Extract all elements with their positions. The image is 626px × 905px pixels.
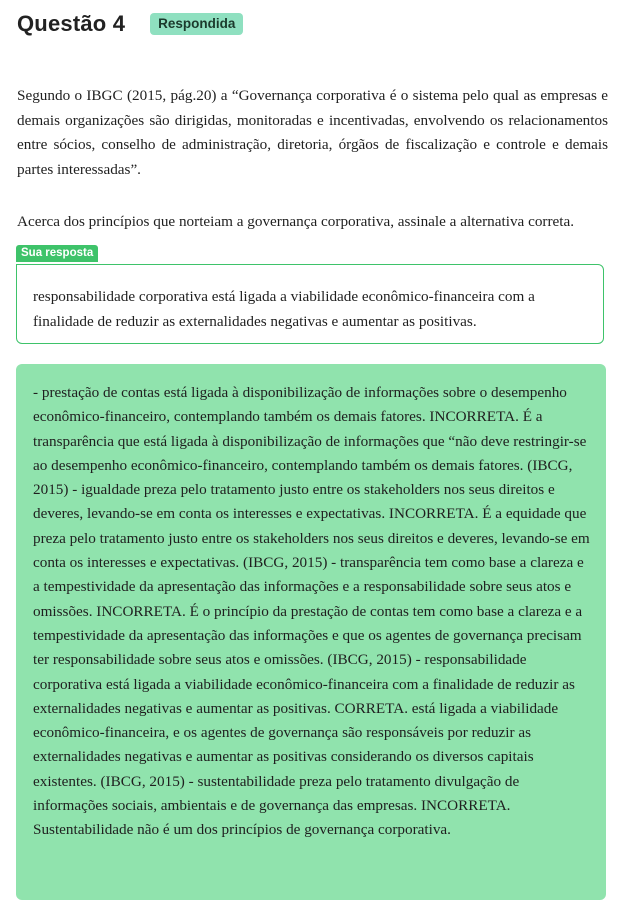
question-header bbox=[17, 11, 243, 37]
selected-answer bbox=[16, 264, 604, 344]
selected-answer-text: responsabilidade corporativa está ligada a viabilidade econômico-financeira com a finalidade de reduzir as externalidades negativas e aumentar as positivas. bbox=[33, 288, 535, 330]
status-badge: Respondida bbox=[150, 13, 243, 35]
question-stem: Segundo o IBGC (2015, pág.20) a “Governança corporativa é o sistema pelo qual as empresas e demais organizações são dirigidas, monitoradas e incentivadas, envolvendo os relacionamentos entre sócios, conselho de administração, diretoria, órgãos de fiscalização e controle e demais partes interessadas”. bbox=[17, 87, 608, 178]
question-title: Questão 4 bbox=[17, 11, 126, 36]
question-prompt: Acerca dos princípios que norteiam a governança corporativa, assinale a alternativa correta. bbox=[17, 213, 575, 230]
your-answer-tag: Sua resposta bbox=[16, 245, 98, 262]
feedback-text: - prestação de contas está ligada à disponibilização de informações sobre o desempenho econômico-financeiro, contemplando também os demais fatores. INCORRETA. É a transparência que está ligada à disponibilização de informações que “não deve restringir-se ao desempenho econômico-financeiro, contemplando também os demais fatores. (IBCG, 2015) - igualdade preza pelo tratamento justo entre os stakeholders nos seus direitos e deveres, levando-se em conta os interesses e expectativas. INCORRETA. É a equidade que preza pelo tratamento justo entre os stakeholders nos seus direitos e deveres, levando-se em conta os interesses e expectativas. (IBCG, 2015) - transparência tem como base a clareza e a tempestividade da apresentação das informações e a responsabilidade sobre seus atos e omissões. INCORRETA. É o princípio da prestação de contas tem como base a clareza e a tempestividade da apresentação das informações e que os agentes de governança precisam ter responsabilidade sobre seus atos e omissões. (IBCG, 2015) - responsabilidade corporativa está ligada a viabilidade econômico-financeira com a finalidade de reduzir as externalidades negativas e aumentar as positivas. CORRETA. está ligada a viabilidade econômico-financeira, e os agentes de governança são responsáveis por reduzir as externalidades negativas e aumentar as positivas considerando os diversos capitais existentes. (IBCG, 2015) - sustentabilidade preza pelo tratamento divulgação de informações sociais, ambientais e de governança das empresas. INCORRETA. Sustentabilidade não é um dos princípios de governança corporativa. bbox=[33, 384, 590, 839]
feedback-panel bbox=[16, 364, 606, 900]
